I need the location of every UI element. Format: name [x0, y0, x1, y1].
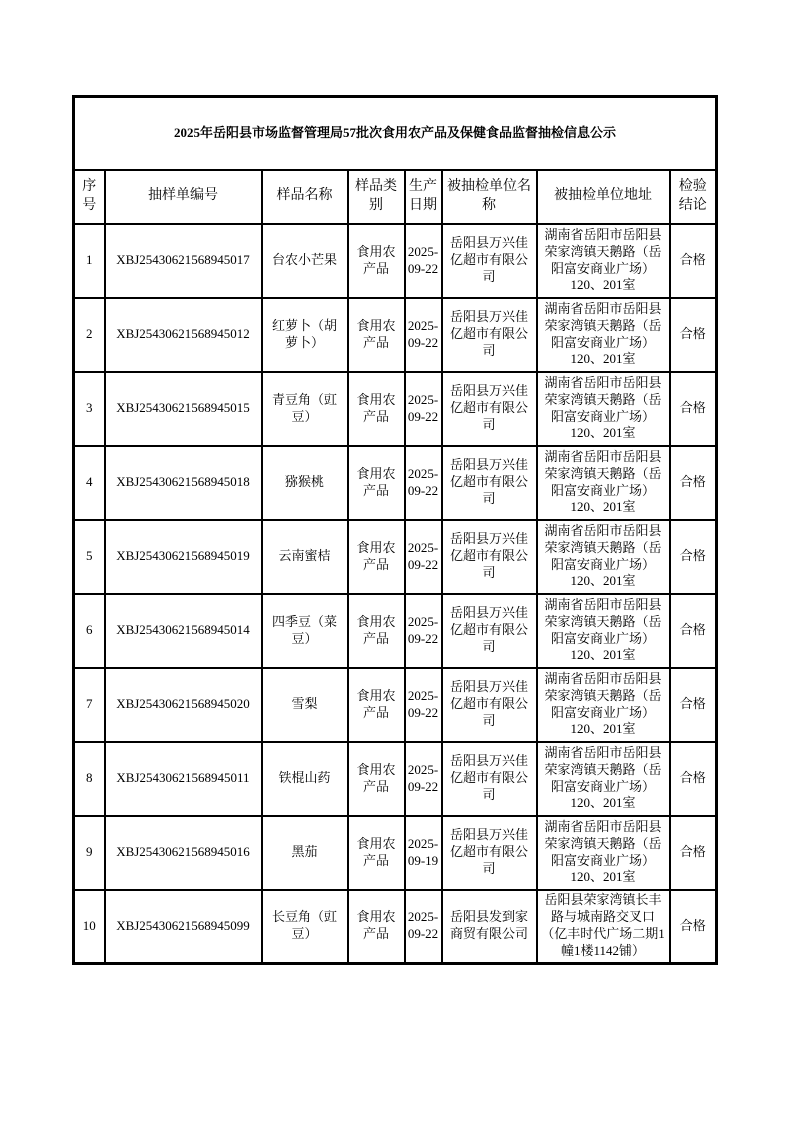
cell-unit-address: 湖南省岳阳市岳阳县荣家湾镇天鹅路（岳阳富安商业广场）120、201室: [537, 446, 670, 520]
cell-unit-address: 湖南省岳阳市岳阳县荣家湾镇天鹅路（岳阳富安商业广场）120、201室: [537, 742, 670, 816]
cell-date: 2025-09-22: [405, 224, 442, 298]
column-header-date: 生产日期: [405, 170, 442, 224]
cell-seq: 8: [74, 742, 105, 816]
cell-unit-name: 岳阳县万兴佳亿超市有限公司: [442, 224, 537, 298]
cell-seq: 7: [74, 668, 105, 742]
cell-seq: 4: [74, 446, 105, 520]
table-row: [74, 742, 717, 816]
cell-date: 2025-09-22: [405, 890, 442, 964]
cell-unit-address: 湖南省岳阳市岳阳县荣家湾镇天鹅路（岳阳富安商业广场）120、201室: [537, 298, 670, 372]
cell-category: 食用农产品: [348, 520, 405, 594]
cell-result: 合格: [670, 668, 717, 742]
cell-seq: 2: [74, 298, 105, 372]
table-header-row: [74, 170, 717, 224]
cell-unit-name: 岳阳县万兴佳亿超市有限公司: [442, 742, 537, 816]
cell-sample-no: XBJ25430621568945015: [105, 372, 262, 446]
cell-unit-address: 岳阳县荣家湾镇长丰路与城南路交叉口（亿丰时代广场二期1幢1楼1142铺）: [537, 890, 670, 964]
cell-sample-name: 铁棍山药: [262, 742, 348, 816]
cell-sample-name: 红萝卜（胡萝卜）: [262, 298, 348, 372]
cell-unit-address: 湖南省岳阳市岳阳县荣家湾镇天鹅路（岳阳富安商业广场）120、201室: [537, 372, 670, 446]
table-row: [74, 890, 717, 964]
cell-sample-name: 云南蜜桔: [262, 520, 348, 594]
cell-date: 2025-09-22: [405, 668, 442, 742]
column-header-seq: 序号: [74, 170, 105, 224]
cell-unit-name: 岳阳县万兴佳亿超市有限公司: [442, 668, 537, 742]
cell-category: 食用农产品: [348, 298, 405, 372]
column-header-result: 检验结论: [670, 170, 717, 224]
table-row: [74, 298, 717, 372]
cell-unit-address: 湖南省岳阳市岳阳县荣家湾镇天鹅路（岳阳富安商业广场）120、201室: [537, 816, 670, 890]
cell-result: 合格: [670, 224, 717, 298]
table-row: [74, 372, 717, 446]
cell-sample-no: XBJ25430621568945016: [105, 816, 262, 890]
table-row: [74, 446, 717, 520]
cell-unit-name: 岳阳县万兴佳亿超市有限公司: [442, 816, 537, 890]
cell-unit-name: 岳阳县万兴佳亿超市有限公司: [442, 446, 537, 520]
cell-sample-no: XBJ25430621568945012: [105, 298, 262, 372]
cell-category: 食用农产品: [348, 816, 405, 890]
cell-category: 食用农产品: [348, 372, 405, 446]
cell-result: 合格: [670, 594, 717, 668]
cell-category: 食用农产品: [348, 668, 405, 742]
cell-unit-name: 岳阳县万兴佳亿超市有限公司: [442, 372, 537, 446]
cell-sample-name: 猕猴桃: [262, 446, 348, 520]
cell-seq: 10: [74, 890, 105, 964]
cell-unit-address: 湖南省岳阳市岳阳县荣家湾镇天鹅路（岳阳富安商业广场）120、201室: [537, 668, 670, 742]
cell-date: 2025-09-22: [405, 298, 442, 372]
cell-seq: 3: [74, 372, 105, 446]
cell-result: 合格: [670, 298, 717, 372]
column-header-unit-name: 被抽检单位名称: [442, 170, 537, 224]
cell-unit-address: 湖南省岳阳市岳阳县荣家湾镇天鹅路（岳阳富安商业广场）120、201室: [537, 224, 670, 298]
inspection-table: [72, 95, 718, 965]
cell-date: 2025-09-22: [405, 372, 442, 446]
cell-unit-name: 岳阳县万兴佳亿超市有限公司: [442, 520, 537, 594]
column-header-sample-no: 抽样单编号: [105, 170, 262, 224]
cell-category: 食用农产品: [348, 742, 405, 816]
cell-sample-no: XBJ25430621568945020: [105, 668, 262, 742]
cell-result: 合格: [670, 742, 717, 816]
cell-unit-address: 湖南省岳阳市岳阳县荣家湾镇天鹅路（岳阳富安商业广场）120、201室: [537, 520, 670, 594]
cell-result: 合格: [670, 816, 717, 890]
cell-date: 2025-09-22: [405, 520, 442, 594]
cell-seq: 5: [74, 520, 105, 594]
cell-seq: 1: [74, 224, 105, 298]
cell-sample-no: XBJ25430621568945018: [105, 446, 262, 520]
cell-category: 食用农产品: [348, 224, 405, 298]
cell-unit-name: 岳阳县万兴佳亿超市有限公司: [442, 594, 537, 668]
cell-sample-no: XBJ25430621568945019: [105, 520, 262, 594]
cell-category: 食用农产品: [348, 594, 405, 668]
cell-category: 食用农产品: [348, 890, 405, 964]
cell-unit-name: 岳阳县发到家商贸有限公司: [442, 890, 537, 964]
cell-seq: 6: [74, 594, 105, 668]
page-title: 2025年岳阳县市场监督管理局57批次食用农产品及保健食品监督抽检信息公示: [74, 97, 717, 170]
cell-unit-address: 湖南省岳阳市岳阳县荣家湾镇天鹅路（岳阳富安商业广场）120、201室: [537, 594, 670, 668]
cell-date: 2025-09-22: [405, 446, 442, 520]
cell-sample-name: 长豆角（豇豆）: [262, 890, 348, 964]
table-row: [74, 594, 717, 668]
cell-result: 合格: [670, 446, 717, 520]
cell-unit-name: 岳阳县万兴佳亿超市有限公司: [442, 298, 537, 372]
cell-sample-name: 青豆角（豇豆）: [262, 372, 348, 446]
table-row: [74, 520, 717, 594]
cell-result: 合格: [670, 890, 717, 964]
cell-sample-no: XBJ25430621568945017: [105, 224, 262, 298]
cell-result: 合格: [670, 372, 717, 446]
table-row: [74, 816, 717, 890]
cell-sample-name: 四季豆（菜豆）: [262, 594, 348, 668]
cell-date: 2025-09-19: [405, 816, 442, 890]
cell-category: 食用农产品: [348, 446, 405, 520]
cell-sample-no: XBJ25430621568945099: [105, 890, 262, 964]
table-row: [74, 668, 717, 742]
title-row: [74, 97, 717, 170]
cell-date: 2025-09-22: [405, 594, 442, 668]
cell-sample-no: XBJ25430621568945011: [105, 742, 262, 816]
cell-sample-name: 台农小芒果: [262, 224, 348, 298]
column-header-sample-name: 样品名称: [262, 170, 348, 224]
column-header-unit-address: 被抽检单位地址: [537, 170, 670, 224]
cell-sample-name: 雪梨: [262, 668, 348, 742]
column-header-category: 样品类别: [348, 170, 405, 224]
cell-date: 2025-09-22: [405, 742, 442, 816]
cell-result: 合格: [670, 520, 717, 594]
cell-sample-no: XBJ25430621568945014: [105, 594, 262, 668]
cell-sample-name: 黑茄: [262, 816, 348, 890]
cell-seq: 9: [74, 816, 105, 890]
table-body: [74, 224, 717, 964]
table-row: [74, 224, 717, 298]
